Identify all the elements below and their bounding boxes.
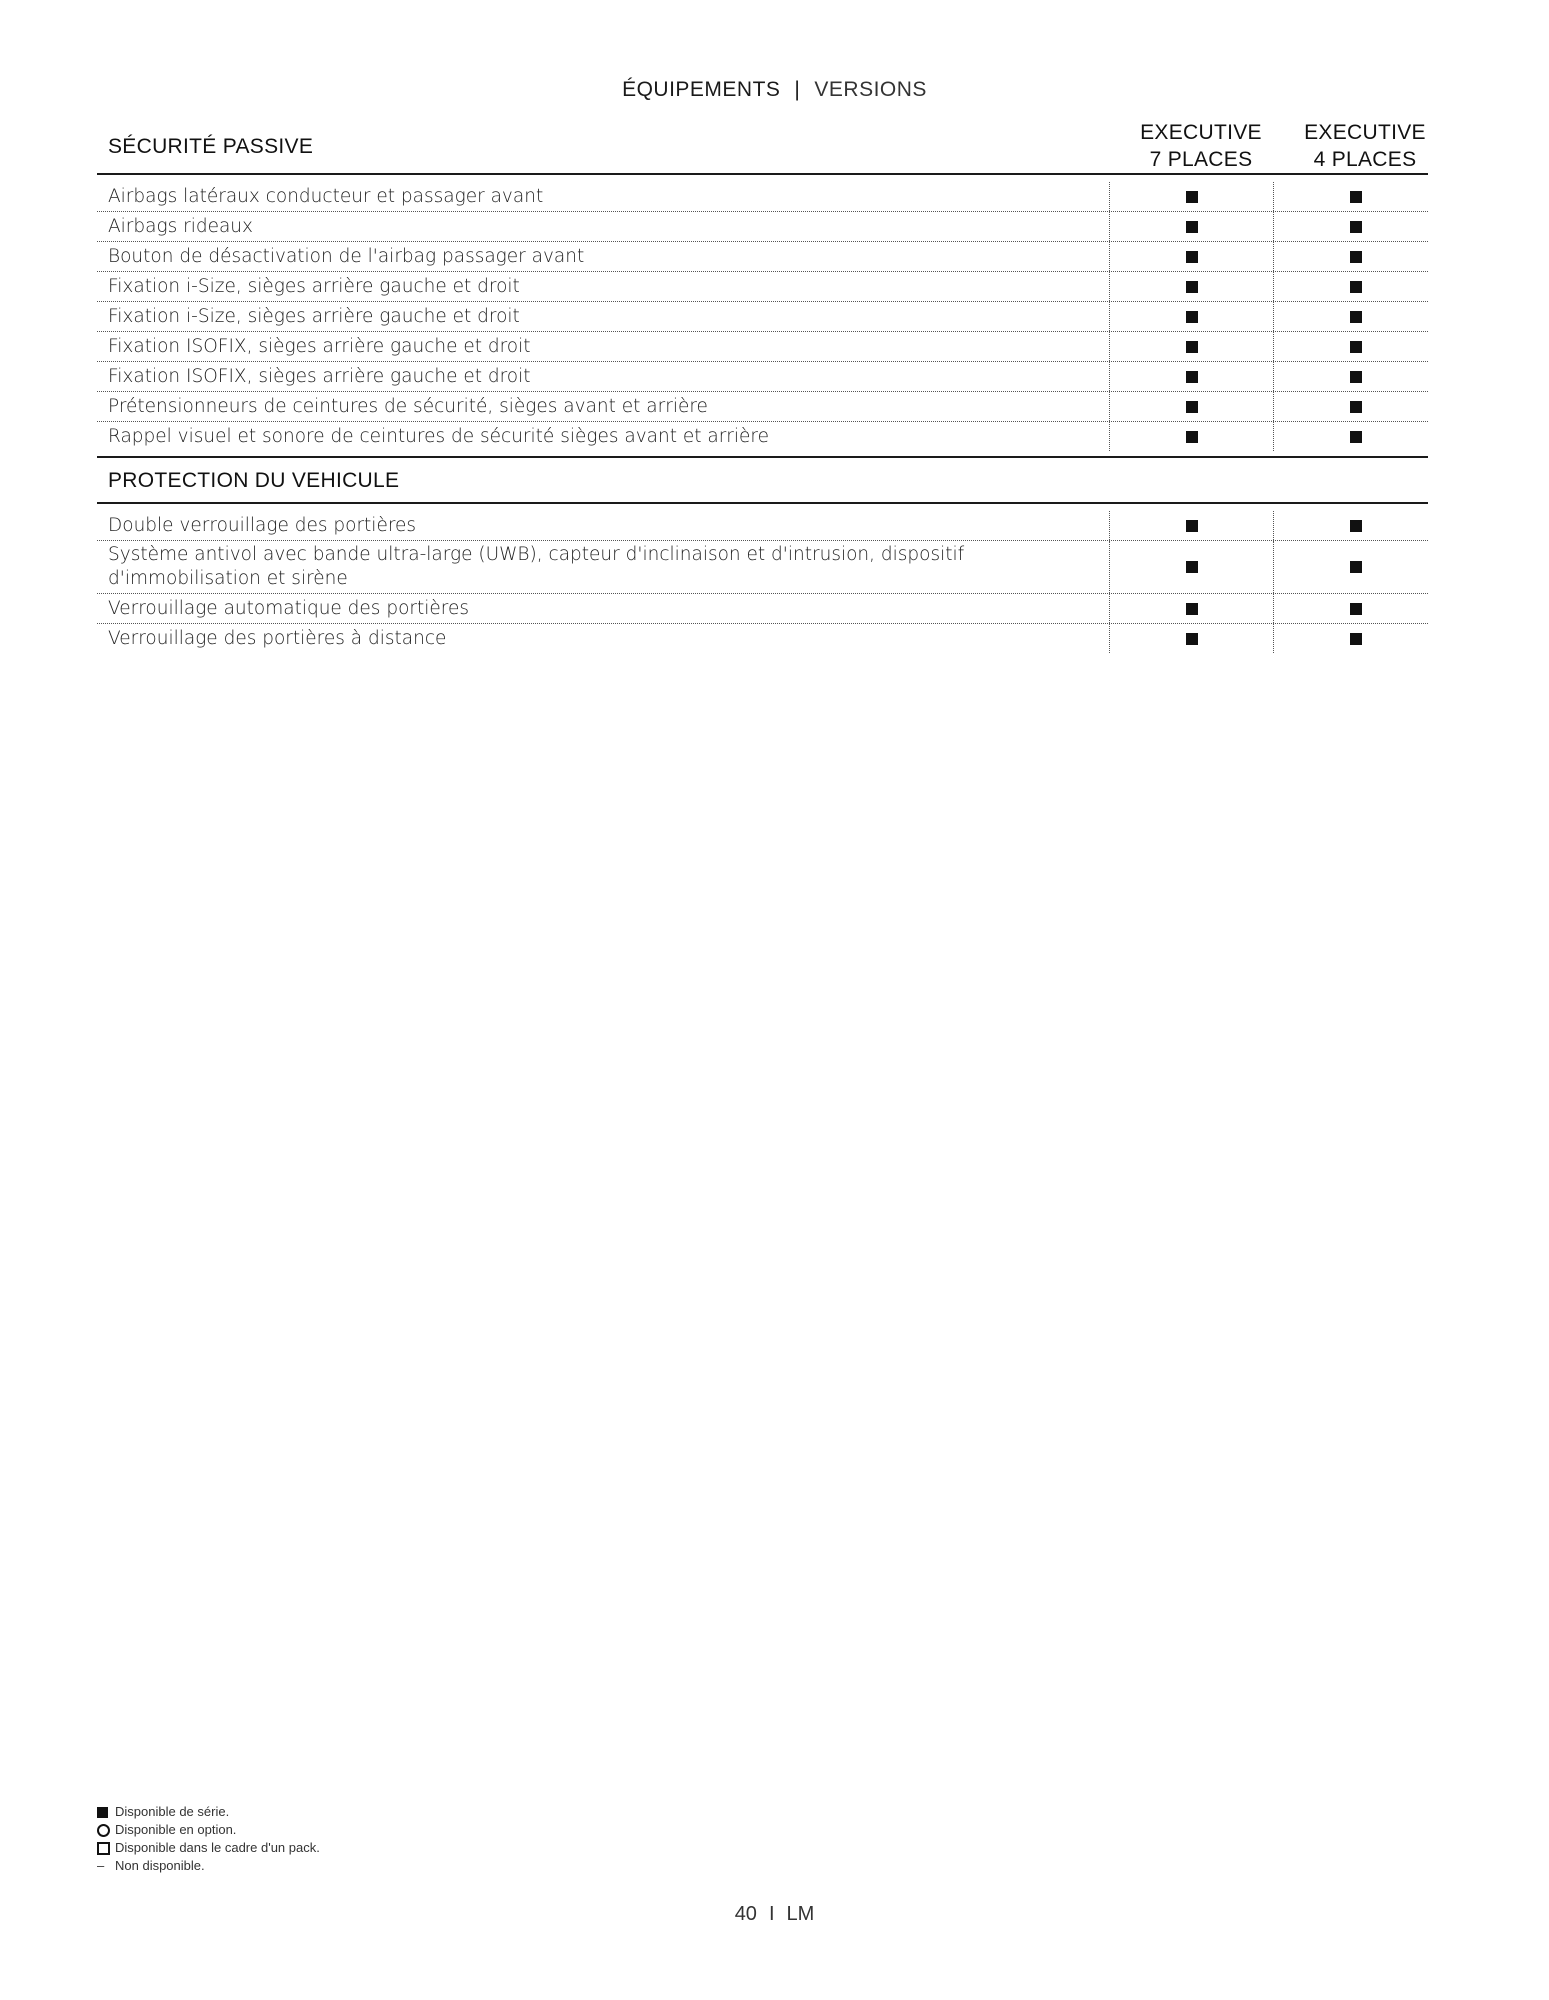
rows-securite-passive [97, 175, 1428, 451]
standard-square-icon [1350, 341, 1362, 353]
cell-executive-4 [1273, 624, 1438, 653]
cell-executive-4 [1273, 302, 1438, 331]
cell-executive-7 [1109, 511, 1274, 540]
row-label: Fixation i-Size, sièges arrière gauche et droit [108, 275, 520, 297]
rows-protection-vehicule [97, 504, 1428, 653]
standard-square-icon [1350, 431, 1362, 443]
table-row [97, 242, 1428, 272]
footer-separator: I [768, 1903, 775, 1925]
cell-executive-7 [1109, 594, 1274, 623]
table-row [97, 332, 1428, 362]
cell-executive-4 [1273, 182, 1438, 211]
row-label: Verrouillage automatique des portières [108, 597, 469, 619]
row-label: Airbags latéraux conducteur et passager avant [108, 185, 544, 207]
standard-square-icon [1186, 251, 1198, 263]
legend-text: Non disponible. [115, 1858, 205, 1873]
row-label: Prétensionneurs de ceintures de sécurité, sièges avant et arrière [108, 395, 708, 417]
standard-square-icon [1186, 371, 1198, 383]
circle-icon [97, 1824, 110, 1837]
cell-executive-7 [1109, 362, 1274, 391]
standard-square-icon [1186, 603, 1198, 615]
cell-executive-7 [1109, 332, 1274, 361]
table-row [97, 392, 1428, 422]
row-label: Rappel visuel et sonore de ceintures de sécurité sièges avant et arrière [108, 425, 770, 447]
empty-square-icon [97, 1842, 110, 1855]
header-separator: | [794, 78, 801, 101]
cell-executive-7 [1109, 541, 1274, 593]
cell-executive-4 [1273, 541, 1438, 593]
cell-executive-7 [1109, 212, 1274, 241]
page-header [0, 78, 1549, 102]
cell-executive-4 [1273, 392, 1438, 421]
legend-item-unavailable [97, 1857, 320, 1875]
model-name: LM [786, 1903, 815, 1925]
cell-executive-4 [1273, 594, 1438, 623]
section-protection-vehicule [97, 456, 1428, 653]
standard-square-icon [1350, 371, 1362, 383]
cell-executive-4 [1273, 242, 1438, 271]
standard-square-icon [1186, 191, 1198, 203]
row-label: Double verrouillage des portières [108, 514, 417, 536]
standard-square-icon [1350, 221, 1362, 233]
standard-square-icon [1350, 633, 1362, 645]
legend-item-pack [97, 1839, 320, 1857]
header-equipements: ÉQUIPEMENTS [622, 78, 781, 101]
row-label: Système antivol avec bande ultra-large (UWB), capteur d'inclinaison et d'intrusion, dispositif d'immobilisation et sirène [108, 544, 965, 589]
row-label: Fixation ISOFIX, sièges arrière gauche et droit [108, 335, 531, 357]
standard-square-icon [1350, 561, 1362, 573]
standard-square-icon [1186, 520, 1198, 532]
row-label: Fixation i-Size, sièges arrière gauche et droit [108, 305, 520, 327]
row-label: Bouton de désactivation de l'airbag passager avant [108, 245, 585, 267]
cell-executive-4 [1273, 272, 1438, 301]
cell-executive-7 [1109, 302, 1274, 331]
section-header [97, 456, 1428, 504]
cell-executive-4 [1273, 422, 1438, 451]
standard-square-icon [1350, 281, 1362, 293]
cell-executive-7 [1109, 242, 1274, 271]
legend-text: Disponible dans le cadre d'un pack. [115, 1840, 320, 1855]
cell-executive-7 [1109, 422, 1274, 451]
standard-square-icon [1350, 520, 1362, 532]
standard-square-icon [1186, 633, 1198, 645]
row-label: Fixation ISOFIX, sièges arrière gauche et droit [108, 365, 531, 387]
table-row [97, 272, 1428, 302]
cell-executive-4 [1273, 511, 1438, 540]
standard-square-icon [1186, 431, 1198, 443]
legend-item-standard [97, 1803, 320, 1821]
standard-square-icon [1186, 281, 1198, 293]
section-securite-passive [97, 114, 1428, 451]
row-label: Verrouillage des portières à distance [108, 627, 447, 649]
standard-square-icon [1186, 221, 1198, 233]
table-row [97, 594, 1428, 624]
row-label: Airbags rideaux [108, 215, 253, 237]
standard-square-icon [1350, 311, 1362, 323]
legend-item-option [97, 1821, 320, 1839]
cell-executive-7 [1109, 392, 1274, 421]
table-row [97, 302, 1428, 332]
cell-executive-4 [1273, 332, 1438, 361]
section-title: SÉCURITÉ PASSIVE [108, 135, 314, 158]
section-header [97, 114, 1428, 175]
table-row [97, 212, 1428, 242]
legend [97, 1803, 320, 1875]
cell-executive-4 [1273, 212, 1438, 241]
standard-square-icon [1186, 561, 1198, 573]
page-number: 40 [734, 1903, 757, 1925]
standard-square-icon [1186, 401, 1198, 413]
cell-executive-7 [1109, 182, 1274, 211]
page-footer [0, 1903, 1549, 1926]
cell-executive-7 [1109, 624, 1274, 653]
cell-executive-7 [1109, 272, 1274, 301]
header-versions: VERSIONS [814, 78, 927, 101]
dash-icon: – [97, 1858, 105, 1873]
table-row [97, 541, 1428, 594]
table-row [97, 511, 1428, 541]
standard-square-icon [1350, 251, 1362, 263]
column-header-executive-7: EXECUTIVE 7 PLACES [1140, 121, 1262, 171]
legend-text: Disponible de série. [115, 1804, 230, 1819]
table-row [97, 624, 1428, 653]
standard-square-icon [1186, 311, 1198, 323]
standard-square-icon [1186, 341, 1198, 353]
table-row [97, 422, 1428, 451]
standard-square-icon [1350, 401, 1362, 413]
column-header-executive-4: EXECUTIVE 4 PLACES [1304, 121, 1426, 171]
legend-text: Disponible en option. [115, 1822, 237, 1837]
table-row [97, 362, 1428, 392]
table-row [97, 182, 1428, 212]
standard-square-icon [1350, 191, 1362, 203]
section-title: PROTECTION DU VEHICULE [108, 469, 400, 492]
filled-square-icon [97, 1807, 108, 1818]
cell-executive-4 [1273, 362, 1438, 391]
standard-square-icon [1350, 603, 1362, 615]
